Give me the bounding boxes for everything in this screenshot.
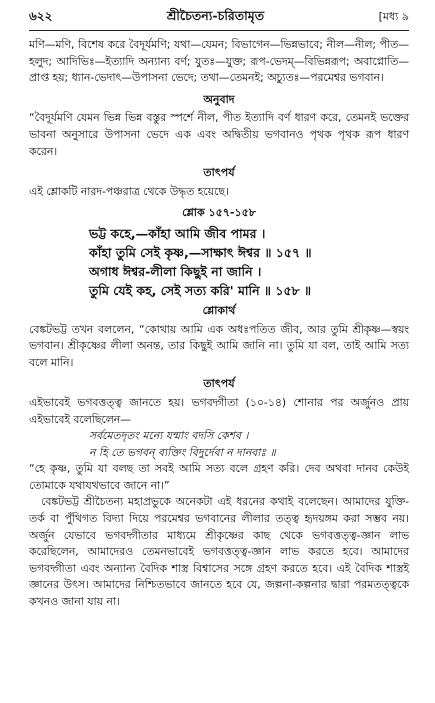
quote-line: সর্বমেতদৃতং মন্যে যন্মাং বদসি কেশব । xyxy=(89,429,249,443)
verse-line: ভট্ট কহে,—কাঁহা আমি জীব পামর । xyxy=(89,225,266,241)
purport-paragraph: বেঙ্কটভট্ট শ্রীচৈতন্য মহাপ্রভুকে অনেকটা এই ধরনের কথাই বলেছেন। আমাদের যুক্তি-তর্ক বা পুঁথিগত বিদ্যা দিয়ে পরমেশ্বর ভগবানের লীলার তত্ত্ব হৃদয়ঙ্গম করা সম্ভব নয়। অর্জুন যেভাবে ভগবদ্গীতার মাধ্যমে শ্রীকৃষ্ণের কাছ থেকে ভগবত্তত্ত্ব-জ্ঞান লাভ করেছিলেন, আমাদেরও তেমনভাবেই ভগবত্তত্ত্ব-জ্ঞান লাভ করতে হবে। আমাদের ভগবদ্গীতা এবং অন্যান্য বৈদিক শাস্ত্র বিশ্বাসের সঙ্গে গ্রহণ করতে হবে। এই বৈদিক শাস্ত্রই জ্ঞানের উৎস। আমাদের নিশ্চিতভাবে জানতে হবে যে, জল্পনা-কল্পনার দ্বারা পরমতত্ত্বকে কখনও জানা যায় না। xyxy=(29,495,409,609)
page-header xyxy=(29,8,409,30)
header-divider xyxy=(29,30,409,31)
sloka-meaning-heading: শ্লোকার্থ xyxy=(202,303,236,317)
purport-heading: তাৎপর্য xyxy=(203,377,235,391)
quote-line: ন হি তে ভগবন্ ব্যক্তিং বিদুর্দেবা ন দানবাঃ ॥ xyxy=(89,445,276,459)
quote-block xyxy=(89,428,409,461)
sloka-meaning-paragraph: বেঙ্কটভট্ট তখন বললেন, “কোথায় আমি এক অধঃপতিত জীব, আর তুমি শ্রীকৃষ্ণ—স্বয়ং ভগবান। শ্রীকৃষ্ণের লীলা অনন্ত, তার কিছুই আমি জানি না। তুমি যা বল, তাই আমি সত্য বলে মানি। xyxy=(29,322,409,369)
purport-heading: তাৎপর্য xyxy=(203,166,235,180)
verse-line: অগাধ ঈশ্বর-লীলা কিছুই না জানি । xyxy=(89,263,262,279)
purport-paragraph: এই শ্লোকটি নারদ-পঞ্চরাত্র থেকে উদ্ধৃত হয়েছে। xyxy=(29,184,229,198)
chapter-label: [মধ্য ৯ xyxy=(378,10,409,23)
sloka-heading: শ্লোক ১৫৭-১৫৮ xyxy=(182,206,256,220)
verse-line: তুমি যেই কহ, সেই সত্য করি' মানি ॥ ১৫৮ ॥ xyxy=(89,282,312,298)
book-title: শ্রীচৈতন্য-চরিতামৃত xyxy=(166,8,265,23)
translation-paragraph: “বৈদূর্যমণি যেমন ভিন্ন ভিন্ন বস্তুর স্পর্শে নীল, পীত ইত্যাদি বর্ণ ধারণ করে, তেমনই ভক্তের ভাবনা অনুসারে উপাসনা ভেদে এক এবং অদ্বিতীয় ভগবানও পৃথক পৃথক রূপ ধারণ করেন। xyxy=(29,111,409,158)
purport-paragraph: এইভাবেই ভগবত্তত্ত্ব জানতে হয়। ভগবদ্গীতা (১০-১৪) শোনার পর অর্জুনও প্রায় এইভাবেই বলেছিলেন— xyxy=(29,395,409,426)
verse-block xyxy=(89,224,409,300)
translation-heading: অনুবাদ xyxy=(203,92,235,106)
quote-translation: “হে কৃষ্ণ, তুমি যা বলছ তা সবই আমি সত্য বলে গ্রহণ করি। দেব অথবা দানব কেউই তোমাকে যথাযথভাবে জানে না।” xyxy=(29,462,409,492)
verse-line: কাঁহা তুমি সেই কৃষ্ণ,—সাক্ষাৎ ঈশ্বর ॥ ১৫৭ ॥ xyxy=(89,244,312,260)
page-number: ৬২২ xyxy=(29,9,53,23)
synonyms-paragraph: মণি—মণি, বিশেষ করে বৈদূর্যমণি; যথা—যেমন; বিভাগেন—ভিন্নভাবে; নীল—নীল; পীত—হলুদ; আদিভিঃ—ইত্যাদি অন্যান্য বর্ণ; যুতঃ—যুক্ত; রূপ-ভেদম্—বিভিন্নরূপ; অবাপ্নোতি—প্রাপ্ত হয়; ধ্যান-ভেদাৎ—উপাসনা ভেদে; তথা—তেমনই; অচ্যুতঃ—পরমেশ্বর ভগবান। xyxy=(29,38,409,85)
